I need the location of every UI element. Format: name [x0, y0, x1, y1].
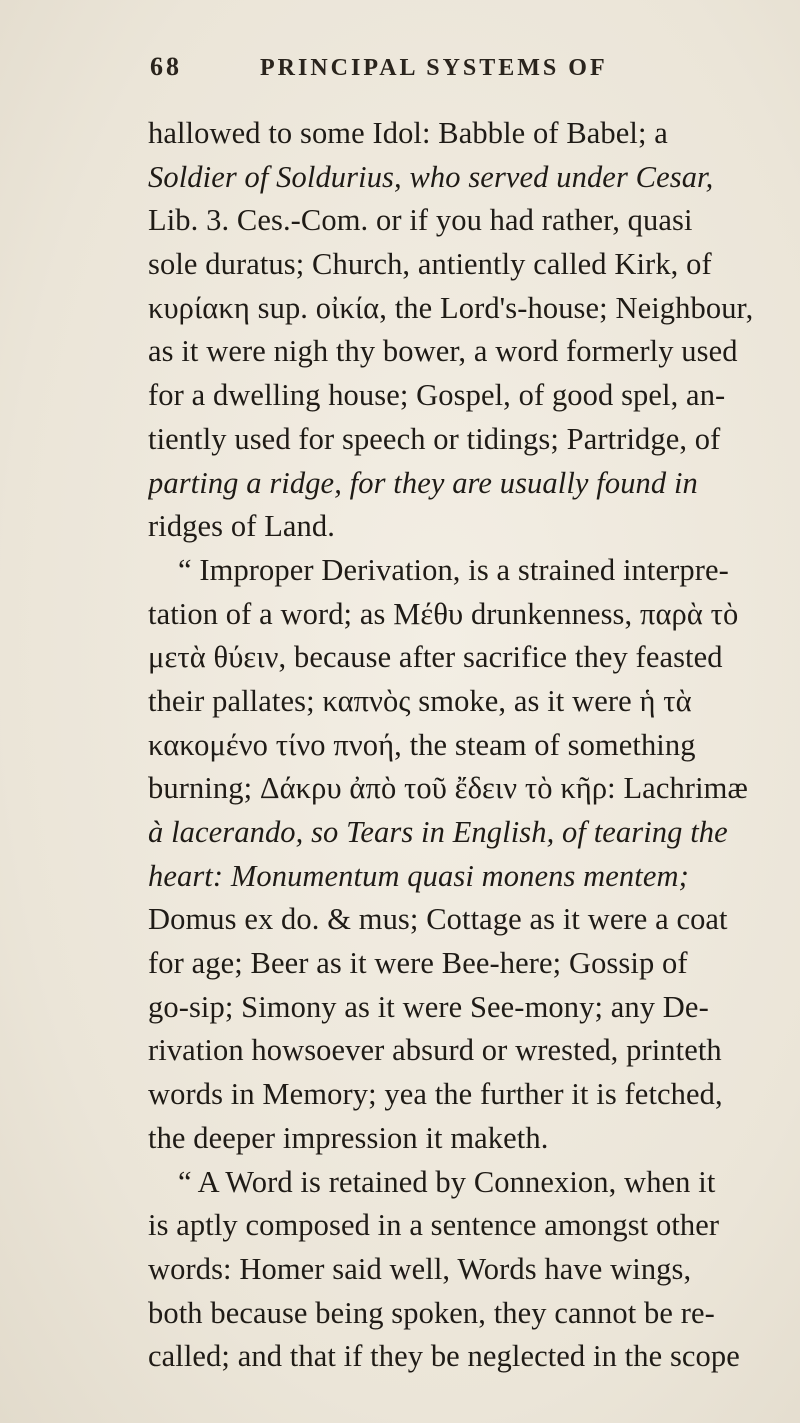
text-line: “ Improper Derivation, is a strained interpre-	[178, 552, 729, 587]
text-line: the deeper impression it maketh.	[148, 1120, 549, 1155]
text-line: sole duratus; Church, antiently called Kirk, of	[148, 247, 712, 282]
text-line: tiently used for speech or tidings; Partridge, of	[148, 421, 721, 456]
text-line: heart: Monumentum quasi monens mentem;	[148, 858, 689, 893]
text-line: burning; Δάκρυ ἀπὸ τοῦ ἔδειν τὸ κῆρ: Lachrimæ	[148, 771, 748, 806]
text-line: hallowed to some Idol: Babble of Babel; a	[148, 116, 668, 150]
text-line: κακομένο τίνο πνοή, the steam of something	[148, 727, 696, 762]
page-number: 68	[150, 52, 182, 81]
text-line: is aptly composed in a sentence amongst other	[148, 1208, 720, 1243]
text-line: Lib. 3. Ces.-Com. or if you had rather, quasi	[148, 203, 693, 238]
text-line: parting a ridge, for they are usually found in	[148, 465, 698, 500]
text-line: go-sip; Simony as it were See-mony; any De-	[148, 989, 709, 1024]
text-line: their pallates; καπνὸς smoke, as it were ἡ τὰ	[148, 683, 692, 718]
text-line: κυρίακη sup. οἰκία, the Lord's-house; Neighbour,	[148, 290, 754, 325]
text-line: called; and that if they be neglected in the scope	[148, 1339, 740, 1374]
running-title: PRINCIPAL SYSTEMS OF	[260, 55, 608, 81]
text-line: both because being spoken, they cannot be re-	[148, 1295, 715, 1330]
text-line: μετὰ θύειν, because after sacrifice they feasted	[148, 640, 723, 675]
text-line: “ A Word is retained by Connexion, when it	[178, 1164, 716, 1199]
running-head	[150, 52, 750, 88]
text-line: for a dwelling house; Gospel, of good spel, an-	[148, 378, 726, 413]
text-line: for age; Beer as it were Bee-here; Gossip of	[148, 946, 688, 981]
text-line: ridges of Land.	[148, 509, 335, 544]
body-text	[148, 112, 760, 1379]
text-line: rivation howsoever absurd or wrested, printeth	[148, 1033, 722, 1068]
text-line: words in Memory; yea the further it is fetched,	[148, 1077, 723, 1112]
text-line: as it were nigh thy bower, a word formerly used	[148, 334, 738, 369]
text-line: tation of a word; as Μέθυ drunkenness, παρὰ τὸ	[148, 596, 739, 631]
text-line: words: Homer said well, Words have wings,	[148, 1251, 692, 1286]
text-line: Domus ex do. & mus; Cottage as it were a coat	[148, 902, 728, 937]
text-line: à lacerando, so Tears in English, of tearing the	[148, 815, 728, 849]
text-line: Soldier of Soldurius, who served under Cesar,	[148, 159, 714, 194]
